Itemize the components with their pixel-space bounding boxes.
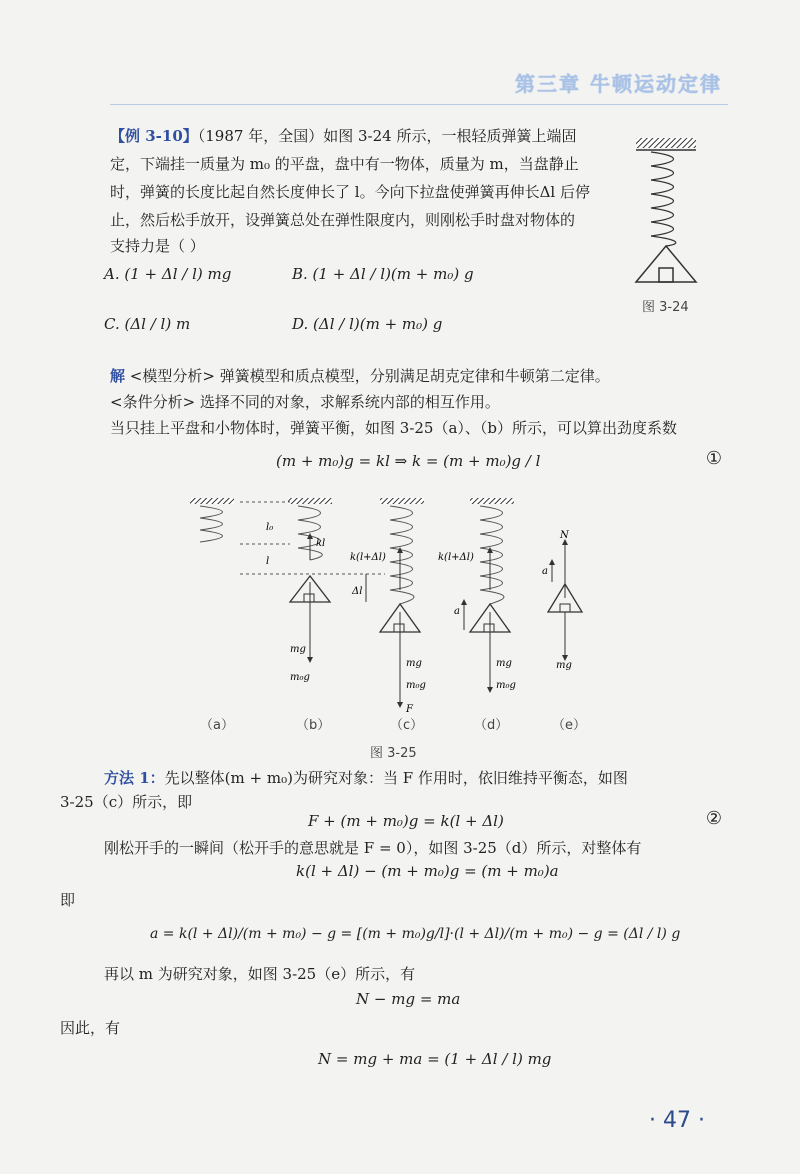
equation-1-number: ①: [705, 448, 722, 469]
option-c: C. (Δl / l) m: [104, 315, 191, 333]
figure-3-25-caption: 图 3-25: [370, 746, 417, 761]
chapter-header: 第三章 牛顿运动定律: [515, 72, 722, 96]
header-rule: [110, 104, 728, 105]
equation-4: a = k(l + Δl)/(m + m₀) − g = [(m + m₀)g/l]·(l + Δl)/(m + m₀) − g = (Δl / l) g: [150, 926, 681, 942]
figure-3-24: [626, 136, 706, 288]
example-line-3: 时，弹簧的长度比起自然长度伸长了 l。今向下拉盘使弹簧再伸长Δl 后停: [110, 183, 590, 201]
pan-icon: [636, 246, 696, 282]
svg-text:k(l+Δl): k(l+Δl): [350, 552, 386, 563]
svg-text:mg: mg: [290, 644, 306, 655]
option-d: D. (Δl / l)(m + m₀) g: [292, 315, 443, 333]
equation-6: N = mg + ma = (1 + Δl / l) mg: [318, 1050, 552, 1068]
ceiling-mount: [636, 138, 696, 148]
svg-text:m₀g: m₀g: [496, 680, 516, 691]
solution-line-1: [110, 364, 610, 388]
svg-text:kl: kl: [316, 538, 326, 549]
svg-text:Δl: Δl: [352, 586, 363, 597]
svg-text:m₀g: m₀g: [406, 680, 426, 691]
example-text-1: （1987 年，全国）如图 3-24 所示，一根轻质弹簧上端固: [197, 127, 577, 145]
solution-line-3: 当只挂上平盘和小物体时，弹簧平衡，如图 3-25（a）、（b）所示，可以算出劲度系数: [110, 419, 678, 437]
equation-1: (m + m₀)g = kl ⇒ k = (m + m₀)g / l: [276, 452, 541, 470]
svg-text:a: a: [542, 566, 548, 577]
svg-text:m₀g: m₀g: [290, 672, 310, 683]
svg-text:F: F: [406, 704, 413, 715]
example-line-5: 支持力是（ ）: [110, 237, 205, 255]
svg-text:l: l: [266, 556, 270, 567]
fig-label-b: （b）: [296, 718, 331, 733]
spring-icon: [651, 152, 676, 246]
fig-label-c: （c）: [390, 718, 424, 733]
option-a: A. (1 + Δl / l) mg: [104, 265, 232, 283]
method-text-1: 先以整体(m + m₀)为研究对象：当 F 作用时，依旧维持平衡态，如图: [164, 769, 628, 787]
svg-text:l₀: l₀: [266, 522, 274, 533]
method-line-1: [104, 766, 628, 790]
page-number: · 47 ·: [649, 1108, 705, 1133]
ji-text: 即: [60, 891, 76, 909]
svg-text:N: N: [560, 530, 569, 541]
solution-line-4: 刚松开手的一瞬间（松开手的意思就是 F = 0），如图 3-25（d）所示，对整体有: [104, 839, 642, 857]
example-line-1: [110, 124, 576, 148]
solution-label: 解: [110, 367, 126, 385]
svg-text:mg: mg: [556, 660, 572, 671]
svg-text:a: a: [454, 606, 460, 617]
subfigure-c: [350, 498, 426, 715]
equation-5: N − mg = ma: [356, 990, 461, 1008]
figure-3-24-caption: 图 3-24: [642, 300, 689, 315]
figure-3-25: [180, 490, 600, 725]
example-line-2: 定，下端挂一质量为 m₀ 的平盘，盘中有一物体，质量为 m，当盘静止: [110, 155, 579, 173]
fig-label-d: （d）: [474, 718, 509, 733]
solution-line-5: 再以 m 为研究对象，如图 3-25（e）所示，有: [104, 965, 416, 983]
fig-label-e: （e）: [552, 718, 586, 733]
method-label: 方法 1：: [104, 769, 165, 787]
svg-text:mg: mg: [496, 658, 512, 669]
svg-text:k(l+Δl): k(l+Δl): [438, 552, 474, 563]
equation-3: k(l + Δl) − (m + m₀)g = (m + m₀)a: [296, 862, 559, 880]
fig-label-a: （a）: [200, 718, 234, 733]
equation-2-number: ②: [705, 808, 722, 829]
object-block-icon: [659, 268, 673, 282]
option-b: B. (1 + Δl / l)(m + m₀) g: [292, 265, 474, 283]
subfigure-a: [190, 498, 234, 542]
example-line-4: 止，然后松手放开，设弹簧总处在弹性限度内，则刚松手时盘对物体的: [110, 211, 576, 229]
equation-2: F + (m + m₀)g = k(l + Δl): [308, 812, 504, 830]
svg-text:mg: mg: [406, 658, 422, 669]
subfigure-b: [240, 498, 385, 683]
method-line-2: 3-25（c）所示，即: [60, 793, 193, 811]
subfigure-e: [542, 530, 582, 671]
solution-text-1: <模型分析> 弹簧模型和质点模型，分别满足胡克定律和牛顿第二定律。: [129, 367, 610, 385]
example-tag: 【例 3-10】: [110, 127, 198, 145]
solution-line-6: 因此，有: [60, 1019, 121, 1037]
subfigure-d: [438, 498, 516, 691]
solution-line-2: <条件分析> 选择不同的对象，求解系统内部的相互作用。: [110, 393, 500, 411]
